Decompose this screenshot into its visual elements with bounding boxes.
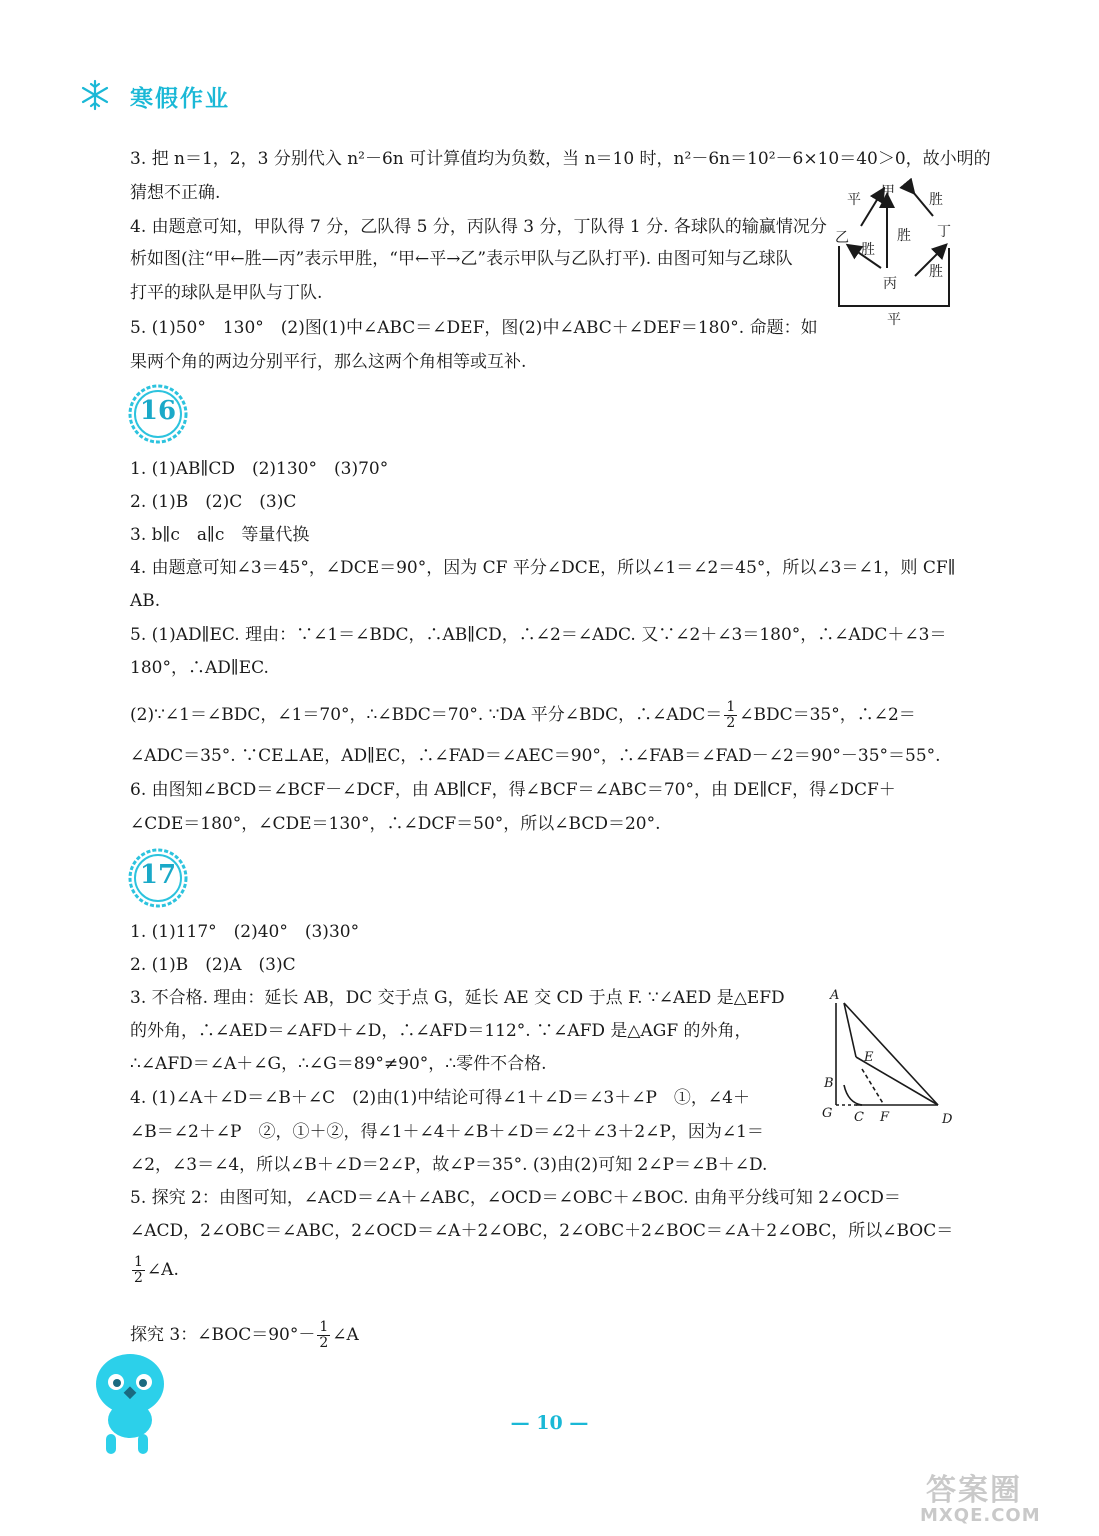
point-label: D — [942, 1112, 953, 1127]
badge-number: 17 — [139, 860, 177, 890]
arrow — [861, 190, 883, 226]
fraction-denominator: 2 — [726, 715, 736, 731]
badge-number: 16 — [139, 396, 177, 426]
text-line: 3. 不合格. 理由：延长 AB，DC 交于点 G，延长 AE 交 CD 于点 F. ∵∠AED 是△EFD — [130, 988, 785, 1008]
point-label: F — [880, 1110, 890, 1125]
fraction-denominator: 2 — [319, 1335, 329, 1351]
text-line: 5. (1)AD∥EC. 理由：∵∠1＝∠BDC，∴AB∥CD，∴∠2＝∠ADC. 又∵∠2＋∠3＝180°，∴∠ADC＋∠3＝ — [130, 625, 947, 645]
text-line: 5. (1)50° 130° (2)图(1)中∠ABC＝∠DEF，图(2)中∠ABC＋∠DEF＝180°. 命题：如 — [130, 318, 818, 338]
watermark-text: 答案圈 — [926, 1473, 1022, 1508]
text-line: ∠ADC＝35°. ∵CE⊥AE，AD∥EC，∴∠FAD＝∠AEC＝90°，∴∠FAB＝∠FAD－∠2＝90°－35°＝55°. — [130, 746, 941, 766]
label-win: 胜 — [861, 242, 875, 258]
text-span: (2)∵∠1＝∠BDC，∠1＝70°，∴∠BDC＝70°. ∵DA 平分∠BDC，∴∠ADC＝ — [130, 705, 723, 725]
label-win: 胜 — [929, 192, 943, 208]
text-line — [130, 1255, 179, 1286]
text-line: 的外角，∴∠AED＝∠AFD＋∠D，∴∠AFD＝112°. ∵∠AFD 是△AGF 的外角， — [130, 1021, 752, 1041]
snowflake-icon — [78, 78, 112, 112]
watermark-text: MXQE.COM — [920, 1505, 1041, 1526]
section-badge-17 — [128, 848, 188, 908]
text-line: 1. (1)117° (2)40° (3)30° — [130, 922, 360, 942]
fraction — [132, 1255, 145, 1286]
text-line: 2. (1)B (2)C (3)C — [130, 492, 297, 512]
geometry-figure — [818, 985, 963, 1135]
text-line: 5. 探究 2：由图可知，∠ACD＝∠A＋∠ABC，∠OCD＝∠OBC＋∠BOC. 由角平分线可知 2∠OCD＝ — [130, 1188, 901, 1208]
text-span: 探究 3：∠BOC＝90°－ — [130, 1325, 316, 1345]
text-line: 3. 把 n＝1，2，3 分别代入 n²－6n 可计算值均为负数，当 n＝10 时，n²－6n＝10²－6×10＝40＞0，故小明的 — [130, 149, 991, 169]
text-line — [130, 1320, 359, 1351]
label-win: 胜 — [897, 228, 911, 244]
text-line: 4. (1)∠A＋∠D＝∠B＋∠C (2)由(1)中结论可得∠1＋∠D＝∠3＋∠P ①，∠4＋ — [130, 1088, 750, 1108]
text-span: ∠BDC＝35°，∴∠2＝ — [739, 705, 916, 725]
fraction-numerator: 1 — [726, 699, 736, 715]
draw-line — [844, 1003, 856, 1057]
text-line: 3. b∥c a∥c 等量代换 — [130, 525, 310, 545]
node-yi: 乙 — [835, 230, 849, 246]
text-line: ∠ACD，2∠OBC＝∠ABC，2∠OCD＝∠A＋2∠OBC，2∠OBC＋2∠BOC＝∠A＋2∠OBC，所以∠BOC＝ — [130, 1221, 954, 1241]
fraction — [724, 700, 737, 731]
label-ping: 平 — [887, 312, 901, 328]
text-line: ∠CDE＝180°，∠CDE＝130°，∴∠DCF＝50°，所以∠BCD＝20°. — [130, 814, 661, 834]
text-span: ∠A — [332, 1325, 359, 1345]
node-bing: 丙 — [883, 276, 897, 292]
point-label: A — [830, 988, 840, 1003]
text-line: ∴∠AFD＝∠A＋∠G，∴∠G＝89°≠90°，∴零件不合格. — [130, 1054, 547, 1074]
point-label: G — [822, 1106, 833, 1121]
text-line: 180°，∴AD∥EC. — [130, 658, 269, 678]
draw-line — [844, 1003, 938, 1105]
text-line: 打平的球队是甲队与丁队. — [130, 283, 323, 303]
fraction-denominator: 2 — [134, 1270, 143, 1286]
point-label: C — [854, 1110, 864, 1125]
text-line: ∠B＝∠2＋∠P ②，①＋②，得∠1＋∠4＋∠B＋∠D＝∠2＋∠3＋2∠P，因为∠1＝ — [130, 1122, 764, 1142]
fraction-numerator: 1 — [319, 1319, 329, 1335]
text-line — [130, 700, 916, 731]
point-label: B — [824, 1076, 834, 1091]
text-line: AB. — [130, 591, 161, 611]
header-title: 寒假作业 — [130, 86, 230, 112]
text-line: 6. 由图知∠BCD＝∠BCF－∠DCF，由 AB∥CF，得∠BCF＝∠ABC＝70°，由 DE∥CF，得∠DCF＋ — [130, 780, 896, 800]
text-span: ∠A. — [146, 1260, 179, 1280]
fraction-numerator: 1 — [134, 1254, 143, 1270]
text-line: 2. (1)B (2)A (3)C — [130, 955, 296, 975]
draw-line — [862, 1069, 884, 1105]
text-line: 果两个角的两边分别平行，那么这两个角相等或互补. — [130, 352, 527, 372]
node-jia: 甲 — [881, 184, 895, 200]
label-ping: 平 — [847, 192, 861, 208]
mascot-icon — [90, 1348, 170, 1458]
text-line: 4. 由题意可知，甲队得 7 分，乙队得 5 分，丙队得 3 分，丁队得 1 分. 各球队的输赢情况分 — [130, 217, 827, 237]
node-ding: 丁 — [937, 224, 951, 240]
text-line: ∠2，∠3＝∠4，所以∠B＋∠D＝2∠P，故∠P＝35°. (3)由(2)可知 2∠P＝∠B＋∠D. — [130, 1155, 768, 1175]
watermark-logo — [920, 1465, 1090, 1530]
text-line: 析如图(注“甲←胜—丙”表示甲胜，“甲←平→乙”表示甲队与乙队打平). 由图可知与乙球队 — [130, 249, 793, 269]
draw-line — [844, 1085, 862, 1105]
page-number: — 10 — — [510, 1412, 589, 1434]
text-line: 猜想不正确. — [130, 183, 221, 203]
label-win: 胜 — [929, 264, 943, 280]
match-result-diagram — [825, 178, 960, 328]
section-badge-16 — [128, 384, 188, 444]
text-line: 4. 由题意可知∠3＝45°，∠DCE＝90°，因为 CF 平分∠DCE，所以∠1＝∠2＝45°，所以∠3＝∠1，则 CF∥ — [130, 558, 956, 578]
point-label: E — [864, 1050, 874, 1065]
text-line: 1. (1)AB∥CD (2)130° (3)70° — [130, 459, 389, 479]
fraction — [317, 1320, 330, 1351]
